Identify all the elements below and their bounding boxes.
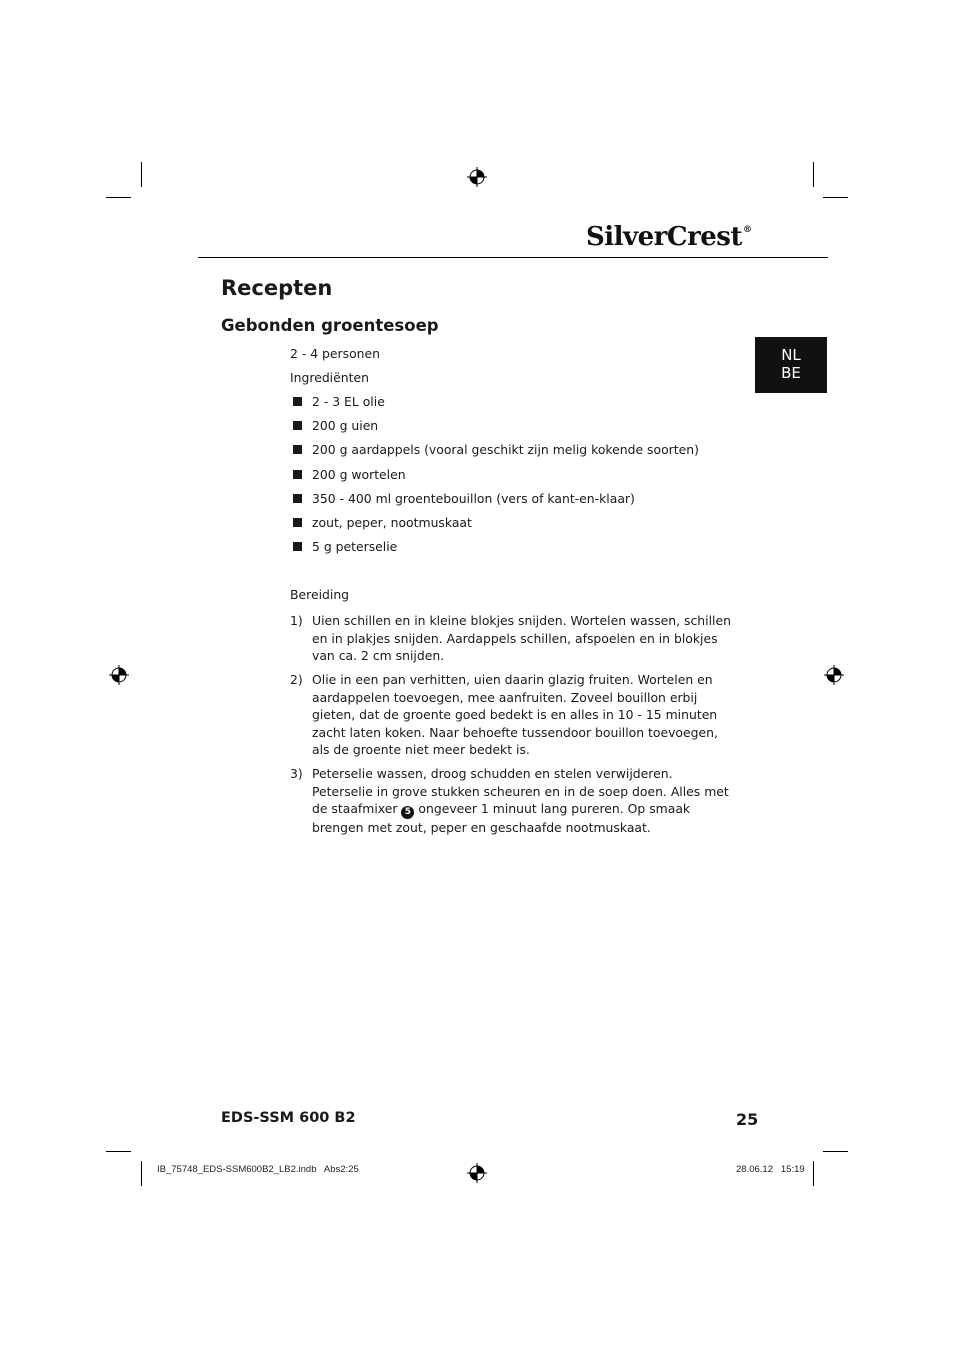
step-number: 1) — [290, 613, 303, 628]
ingredient-text: 350 - 400 ml groentebouillon (vers of kant-en-klaar) — [312, 490, 635, 506]
step-text: Uien schillen en in kleine blokjes snijden. Wortelen wassen, schillen en in plakjes snijden. Aardappels schillen, afspoelen en in blokjes van ca. 2 cm snijden. — [312, 613, 731, 663]
ingredient-text: 5 g peterselie — [312, 539, 398, 555]
step-number: 3) — [290, 766, 303, 781]
square-bullet-icon — [293, 470, 302, 479]
list-item — [293, 417, 699, 441]
preparation-heading: Bereiding — [290, 587, 350, 602]
square-bullet-icon — [293, 397, 302, 406]
square-bullet-icon — [293, 542, 302, 551]
ingredient-text: 200 g aardappels (vooral geschikt zijn melig kokende soorten) — [312, 442, 699, 458]
square-bullet-icon — [293, 518, 302, 527]
ingredient-list — [293, 393, 699, 562]
crop-mark-icon — [813, 1161, 814, 1186]
crop-mark-icon — [823, 197, 848, 198]
ingredient-text: 2 - 3 EL olie — [312, 394, 385, 409]
ingredient-text: zout, peper, nootmuskaat — [312, 514, 472, 530]
step-text — [312, 765, 736, 837]
square-bullet-icon — [293, 421, 302, 430]
brand-logo — [586, 222, 751, 252]
registration-mark-icon — [824, 665, 844, 685]
crop-mark-icon — [141, 1161, 142, 1186]
list-item — [293, 466, 699, 490]
recipe-title: Gebonden groentesoep — [221, 316, 439, 335]
page-number: 25 — [736, 1110, 759, 1129]
step-item — [290, 765, 738, 837]
step-item — [290, 612, 738, 665]
ingredient-text: 200 g uien — [312, 418, 379, 434]
crop-mark-icon — [106, 1151, 131, 1152]
part-reference-number: 5 — [401, 806, 414, 819]
step-text-part: ongeveer 1 minuut lang pureren. Op smaak brengen met zout, peper en geschaafde nootmuskaat. — [312, 801, 691, 835]
brand-registered-mark: ® — [742, 225, 752, 235]
imprint-date-text: 28.06.12 15:19 — [736, 1164, 805, 1175]
page-title: Recepten — [221, 276, 333, 300]
step-text: Olie in een pan verhitten, uien daarin glazig fruiten. Wortelen en aardappelen toevoegen, mee aanfruiten. Zoveel bouillon erbij gieten, dat de groente goed bedekt is en alles in 10 - 15 minuten zacht laten koken. Naar behoefte tussendoor bouillon toevoegen, als de groente niet meer bedekt is. — [312, 672, 718, 757]
list-item — [293, 393, 699, 417]
language-code-nl: NL — [781, 346, 801, 364]
registration-mark-icon — [467, 1163, 487, 1183]
ingredient-text: 200 g wortelen — [312, 466, 406, 482]
list-item — [293, 514, 699, 538]
crop-mark-icon — [813, 162, 814, 187]
crop-mark-icon — [141, 162, 142, 187]
crop-mark-icon — [823, 1151, 848, 1152]
list-item — [293, 490, 699, 514]
crop-mark-icon — [106, 197, 131, 198]
step-number: 2) — [290, 672, 303, 687]
step-item — [290, 671, 738, 759]
list-item — [293, 441, 699, 465]
language-tab — [755, 337, 827, 393]
imprint-file-text: IB_75748_EDS-SSM600B2_LB2.indb Abs2:25 — [157, 1164, 359, 1175]
list-item — [293, 538, 699, 562]
recipe-servings: 2 - 4 personen — [290, 346, 381, 361]
language-code-be: BE — [781, 364, 801, 382]
square-bullet-icon — [293, 494, 302, 503]
footer-model-number: EDS-SSM 600 B2 — [221, 1110, 356, 1126]
ingredients-heading: Ingrediënten — [290, 370, 369, 385]
print-imprint-date — [736, 1164, 805, 1175]
brand-name: SilverCrest — [586, 222, 742, 252]
step-text-part: Peterselie wassen, droog schudden en stelen verwijderen. Peterselie in grove stukken scheuren en in de soep doen. Alles met de staafmixer — [312, 766, 729, 816]
print-imprint-file — [157, 1164, 359, 1175]
preparation-steps — [290, 612, 738, 843]
registration-mark-icon — [109, 665, 129, 685]
square-bullet-icon — [293, 445, 302, 454]
registration-mark-icon — [467, 167, 487, 187]
header-divider — [198, 257, 828, 258]
